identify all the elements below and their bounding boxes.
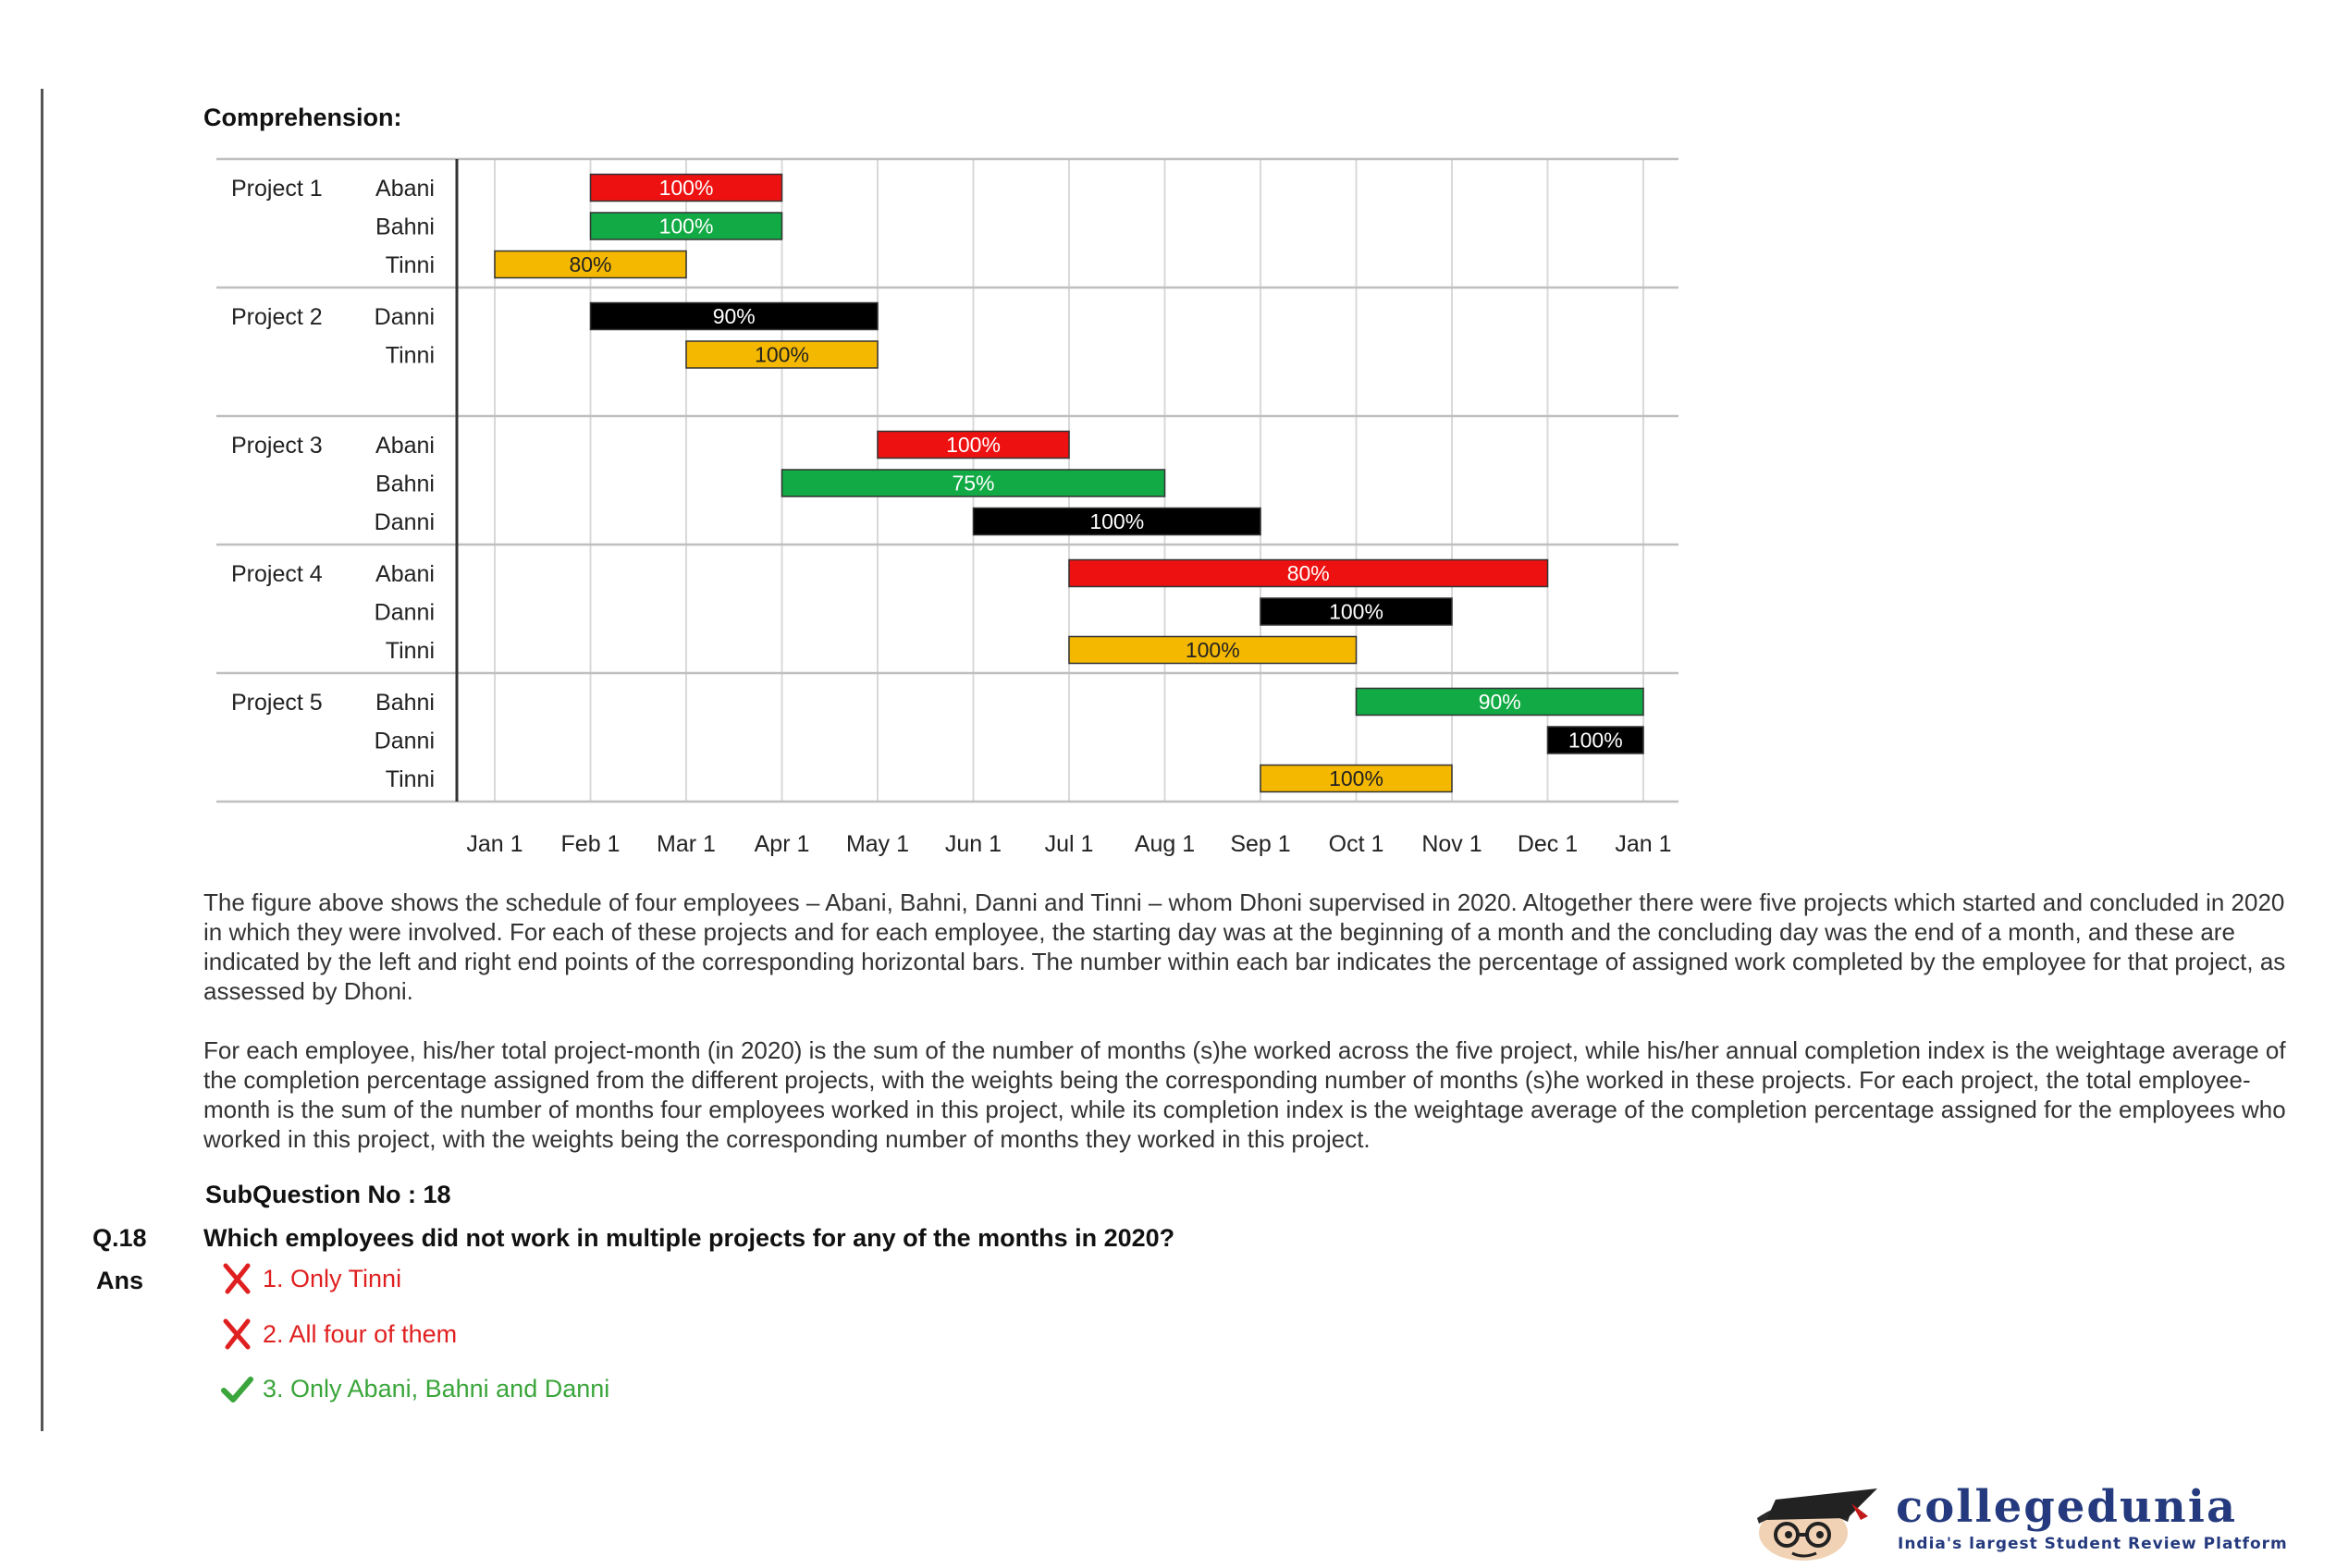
bar-percentage-label: 90% bbox=[712, 304, 756, 328]
x-tick-label: Jan 1 bbox=[466, 831, 523, 857]
bar-percentage-label: 100% bbox=[1185, 638, 1240, 662]
employee-label: Bahni bbox=[375, 471, 435, 497]
bar-percentage-label: 100% bbox=[946, 433, 1001, 457]
gantt-chart bbox=[213, 148, 1711, 878]
answer-option-2[interactable] bbox=[220, 1317, 457, 1351]
answer-option-text: 3. Only Abani, Bahni and Danni bbox=[263, 1374, 610, 1403]
project-label: Project 1 bbox=[231, 176, 323, 202]
mascot-icon bbox=[1739, 1479, 1896, 1562]
subquestion-number: SubQuestion No : 18 bbox=[205, 1181, 451, 1208]
answer-label: Ans bbox=[96, 1267, 144, 1294]
employee-label: Danni bbox=[374, 728, 435, 754]
checkmark-icon bbox=[220, 1372, 253, 1405]
project-label: Project 2 bbox=[231, 304, 323, 330]
employee-label: Danni bbox=[374, 509, 435, 535]
x-tick-label: Sep 1 bbox=[1230, 831, 1291, 857]
employee-label: Tinni bbox=[385, 766, 435, 792]
clipped-option-edge bbox=[213, 1427, 555, 1433]
employee-label: Bahni bbox=[375, 690, 435, 716]
bar-percentage-label: 100% bbox=[1568, 728, 1623, 753]
employee-label: Tinni bbox=[385, 252, 435, 278]
logo-wordmark: collegedunia bbox=[1896, 1481, 2238, 1533]
project-label: Project 5 bbox=[231, 690, 323, 716]
project-label: Project 4 bbox=[231, 561, 323, 587]
employee-label: Tinni bbox=[385, 638, 435, 664]
employee-label: Abani bbox=[375, 176, 435, 202]
x-tick-label: Jun 1 bbox=[944, 831, 1002, 857]
employee-label: Danni bbox=[374, 599, 435, 626]
x-tick-label: Aug 1 bbox=[1134, 831, 1196, 857]
bar-percentage-label: 100% bbox=[1329, 766, 1383, 790]
answer-option-1[interactable] bbox=[220, 1262, 401, 1295]
x-tick-label: Feb 1 bbox=[560, 831, 621, 857]
project-label: Project 3 bbox=[231, 433, 323, 459]
bar-percentage-label: 80% bbox=[1286, 561, 1330, 585]
x-tick-label: Mar 1 bbox=[657, 831, 716, 857]
x-tick-label: Dec 1 bbox=[1517, 831, 1579, 857]
employee-label: Tinni bbox=[385, 342, 435, 369]
answer-option-3[interactable] bbox=[220, 1372, 609, 1405]
answer-option-text: 1. Only Tinni bbox=[263, 1264, 402, 1292]
bar-percentage-label: 75% bbox=[952, 471, 995, 496]
x-tick-label: Jul 1 bbox=[1044, 831, 1094, 857]
employee-label: Bahni bbox=[375, 214, 435, 240]
comprehension-label: Comprehension: bbox=[203, 104, 402, 131]
question-number: Q.18 bbox=[92, 1224, 147, 1252]
cross-icon bbox=[220, 1317, 253, 1351]
employee-label: Abani bbox=[375, 561, 435, 587]
bar-percentage-label: 80% bbox=[569, 252, 612, 276]
x-tick-label: Jan 1 bbox=[1615, 831, 1672, 857]
x-tick-label: May 1 bbox=[845, 831, 910, 857]
x-tick-label: Nov 1 bbox=[1421, 831, 1482, 857]
employee-label: Danni bbox=[374, 304, 435, 330]
bar-percentage-label: 100% bbox=[755, 342, 809, 367]
passage-paragraph-2: For each employee, his/her total project-month (in 2020) is the sum of the number of months (s)he worked across the five project, while his/her annual completion index is the weightage average of the completion percentage assigned from the different projects, with the weights being the corresponding number of months (s)he worked in these projects. For each project, the total employee-month is the sum of the number of months four employees worked in this project, while its completion index is the weightage average of the completion percentage assigned for the employees who worked in this project, with the weights being the corresponding number of months they worked in this project. bbox=[203, 1036, 2286, 1153]
bar-percentage-label: 100% bbox=[1329, 599, 1383, 624]
bar-percentage-label: 90% bbox=[1478, 690, 1521, 714]
bar-percentage-label: 100% bbox=[658, 214, 714, 239]
employee-label: Abani bbox=[375, 433, 435, 459]
x-tick-label: Oct 1 bbox=[1328, 831, 1384, 857]
bar-percentage-label: 100% bbox=[1089, 509, 1145, 533]
passage-paragraph-1: The figure above shows the schedule of four employees – Abani, Bahni, Danni and Tinni – whom Dhoni supervised in 2020. Altogether there were five projects which started and concluded in 2020 in which they were involved. For each of these projects and for each employee, the starting day was at the beginning of a month and the concluding day was the end of a month, and these are indicated by the left and right end points of the corresponding horizontal bars. The number within each bar indicates the percentage of assigned work completed by the employee for that project, as assessed by Dhoni. bbox=[203, 888, 2286, 1005]
cross-icon bbox=[220, 1262, 253, 1295]
question-text: Which employees did not work in multiple projects for any of the months in 2020? bbox=[203, 1224, 1175, 1252]
left-margin-rule bbox=[41, 89, 43, 1431]
bar-percentage-label: 100% bbox=[658, 176, 714, 200]
x-tick-label: Apr 1 bbox=[754, 831, 810, 857]
collegedunia-logo bbox=[1739, 1479, 2330, 1562]
logo-tagline: India's largest Student Review Platform bbox=[1898, 1535, 2288, 1553]
answer-option-text: 2. All four of them bbox=[263, 1319, 458, 1348]
